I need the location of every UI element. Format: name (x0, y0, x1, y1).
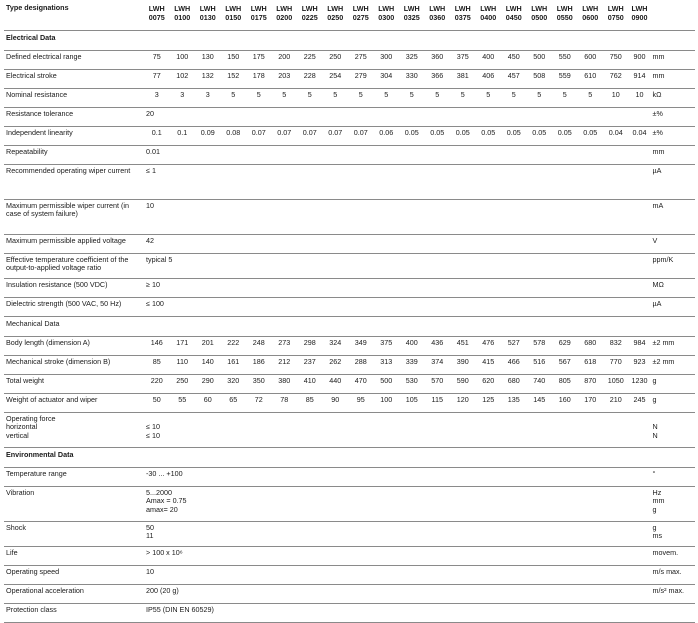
value-cell: 0.01 (144, 146, 651, 165)
column-header-model: LWH 0175 (246, 3, 272, 31)
value-cell: 50 11 (144, 522, 651, 547)
value-cell: 5 (425, 89, 451, 108)
value-cell: 567 (552, 356, 578, 375)
value-cell: 750 (603, 51, 629, 70)
value-cell: 146 (144, 337, 170, 356)
row-label: Weight of actuator and wiper (4, 394, 144, 413)
value-cell: ≥ 10 (144, 279, 651, 298)
value-cell: 72 (246, 394, 272, 413)
value-cell: 222 (221, 337, 247, 356)
value-cell: 870 (578, 375, 604, 394)
table-row (4, 585, 695, 604)
unit-cell: V (651, 235, 695, 254)
unit-cell: µA (651, 298, 695, 317)
value-cell: 110 (170, 356, 196, 375)
value-cell: 10 (144, 200, 651, 235)
value-cell: 178 (246, 70, 272, 89)
value-cell: 298 (297, 337, 323, 356)
value-cell: 160 (552, 394, 578, 413)
value-cell: 186 (246, 356, 272, 375)
value-cell: 805 (552, 375, 578, 394)
value-cell: ≤ 10 ≤ 10 (144, 413, 651, 448)
column-header-model: LWH 0200 (272, 3, 298, 31)
value-cell: typical 5 (144, 254, 651, 279)
value-cell: ≤ 1 (144, 165, 651, 200)
value-cell: 436 (425, 337, 451, 356)
value-cell: 254 (323, 70, 349, 89)
value-cell: 5 (297, 89, 323, 108)
value-cell: 75 (144, 51, 170, 70)
column-header-model: LWH 0360 (425, 3, 451, 31)
column-header-model: LWH 0130 (195, 3, 221, 31)
value-cell: 5 (272, 89, 298, 108)
value-cell: 250 (170, 375, 196, 394)
table-row (4, 89, 695, 108)
value-cell: 171 (170, 337, 196, 356)
column-header-model: LWH 0500 (527, 3, 553, 31)
row-label: Operating speed (4, 566, 144, 585)
value-cell: 0.05 (578, 127, 604, 146)
value-cell: 55 (170, 394, 196, 413)
section-heading: Electrical Data (4, 31, 695, 51)
table-row (4, 127, 695, 146)
row-label: Recommended operating wiper current (4, 165, 144, 200)
value-cell: 20 (144, 108, 651, 127)
value-cell: 578 (527, 337, 553, 356)
value-cell: 550 (552, 51, 578, 70)
value-cell: 5 (476, 89, 502, 108)
specification-table (4, 3, 695, 623)
unit-cell: mA (651, 200, 695, 235)
table-row (4, 254, 695, 279)
row-label: Total weight (4, 375, 144, 394)
value-cell: 0.04 (629, 127, 651, 146)
value-cell: 5 (399, 89, 425, 108)
unit-cell: ppm/K (651, 254, 695, 279)
table-row (4, 394, 695, 413)
value-cell: 152 (221, 70, 247, 89)
value-cell: 366 (425, 70, 451, 89)
table-row (4, 279, 695, 298)
value-cell: 350 (246, 375, 272, 394)
column-header-unit (651, 3, 695, 31)
value-cell: 5 (450, 89, 476, 108)
value-cell: 288 (348, 356, 374, 375)
value-cell: 225 (297, 51, 323, 70)
unit-cell: mm (651, 51, 695, 70)
value-cell: 762 (603, 70, 629, 89)
value-cell: 304 (374, 70, 400, 89)
row-label: Operational acceleration (4, 585, 144, 604)
unit-cell: N N (651, 413, 695, 448)
value-cell: 78 (272, 394, 298, 413)
value-cell: 406 (476, 70, 502, 89)
row-label: Maximum permissible wiper current (in case of system failure) (4, 200, 144, 235)
column-header-type-designations: Type designations (4, 3, 144, 31)
value-cell: 410 (297, 375, 323, 394)
value-cell: 300 (374, 51, 400, 70)
value-cell: 500 (374, 375, 400, 394)
value-cell: 0.1 (144, 127, 170, 146)
value-cell: 262 (323, 356, 349, 375)
value-cell: > 100 x 10⁶ (144, 547, 651, 566)
value-cell: 374 (425, 356, 451, 375)
column-header-model: LWH 0225 (297, 3, 323, 31)
value-cell: 375 (374, 337, 400, 356)
value-cell: 10 (144, 566, 651, 585)
value-cell: ≤ 100 (144, 298, 651, 317)
value-cell: 629 (552, 337, 578, 356)
value-cell: 0.06 (374, 127, 400, 146)
row-label: Mechanical stroke (dimension B) (4, 356, 144, 375)
row-label: Resistance tolerance (4, 108, 144, 127)
column-header-model: LWH 0450 (501, 3, 527, 31)
value-cell: 360 (425, 51, 451, 70)
value-cell: 390 (450, 356, 476, 375)
table-row (4, 468, 695, 487)
unit-cell: ±2 mm (651, 337, 695, 356)
value-cell: 339 (399, 356, 425, 375)
unit-cell: Hz mm g (651, 487, 695, 522)
value-cell: 145 (527, 394, 553, 413)
value-cell: 470 (348, 375, 374, 394)
unit-cell: ±2 mm (651, 356, 695, 375)
value-cell: 570 (425, 375, 451, 394)
value-cell: 0.05 (425, 127, 451, 146)
value-cell: 105 (399, 394, 425, 413)
column-header-model: LWH 0275 (348, 3, 374, 31)
value-cell: 10 (603, 89, 629, 108)
value-cell: 0.07 (272, 127, 298, 146)
value-cell: 400 (476, 51, 502, 70)
column-header-model: LWH 0300 (374, 3, 400, 31)
table-row (4, 566, 695, 585)
table-row (4, 235, 695, 254)
value-cell: 5 (323, 89, 349, 108)
unit-cell: ±% (651, 108, 695, 127)
value-cell: 10 (629, 89, 651, 108)
value-cell: 5 (527, 89, 553, 108)
value-cell: 0.07 (323, 127, 349, 146)
value-cell: 984 (629, 337, 651, 356)
value-cell: 559 (552, 70, 578, 89)
value-cell: 923 (629, 356, 651, 375)
value-cell: 100 (374, 394, 400, 413)
row-label: Effective temperature coefficient of the output-to-applied voltage ratio (4, 254, 144, 279)
value-cell: 85 (297, 394, 323, 413)
table-row (4, 547, 695, 566)
value-cell: 914 (629, 70, 651, 89)
unit-cell: mm (651, 146, 695, 165)
value-cell: 0.05 (399, 127, 425, 146)
unit-cell: g (651, 394, 695, 413)
value-cell: 0.1 (170, 127, 196, 146)
value-cell: 50 (144, 394, 170, 413)
value-cell: 150 (221, 51, 247, 70)
value-cell: 0.05 (527, 127, 553, 146)
row-label: Maximum permissible applied voltage (4, 235, 144, 254)
header-row (4, 3, 695, 31)
value-cell: -30 ... +100 (144, 468, 651, 487)
unit-cell: ±% (651, 127, 695, 146)
value-cell: 527 (501, 337, 527, 356)
table-row (4, 487, 695, 522)
section-heading: Environmental Data (4, 448, 695, 468)
value-cell: 508 (527, 70, 553, 89)
value-cell: 95 (348, 394, 374, 413)
value-cell: 0.05 (552, 127, 578, 146)
value-cell: 3 (170, 89, 196, 108)
value-cell: 245 (629, 394, 651, 413)
table-row (4, 165, 695, 200)
table-row (4, 200, 695, 235)
value-cell: 5 (221, 89, 247, 108)
value-cell: 120 (450, 394, 476, 413)
column-header-model: LWH 0075 (144, 3, 170, 31)
row-label: Vibration (4, 487, 144, 522)
value-cell: 200 (272, 51, 298, 70)
unit-cell: mm (651, 70, 695, 89)
value-cell: 440 (323, 375, 349, 394)
table-row (4, 298, 695, 317)
value-cell: 161 (221, 356, 247, 375)
column-header-model: LWH 0900 (629, 3, 651, 31)
value-cell: 5 (374, 89, 400, 108)
table-row (4, 522, 695, 547)
value-cell: 212 (272, 356, 298, 375)
value-cell: 349 (348, 337, 374, 356)
value-cell: 279 (348, 70, 374, 89)
value-cell: 130 (195, 51, 221, 70)
table-row (4, 70, 695, 89)
value-cell: 290 (195, 375, 221, 394)
value-cell: 1230 (629, 375, 651, 394)
value-cell: 42 (144, 235, 651, 254)
value-cell: 5 (348, 89, 374, 108)
value-cell: 500 (527, 51, 553, 70)
value-cell: 400 (399, 337, 425, 356)
section-row (4, 31, 695, 51)
table-row (4, 146, 695, 165)
value-cell: 200 (20 g) (144, 585, 651, 604)
row-label: Repeatability (4, 146, 144, 165)
value-cell: 5 (501, 89, 527, 108)
value-cell: 273 (272, 337, 298, 356)
unit-cell: g (651, 375, 695, 394)
value-cell: 330 (399, 70, 425, 89)
value-cell: 770 (603, 356, 629, 375)
value-cell: 65 (221, 394, 247, 413)
value-cell: 60 (195, 394, 221, 413)
value-cell: 680 (578, 337, 604, 356)
table-row (4, 356, 695, 375)
section-heading: Mechanical Data (4, 317, 695, 337)
value-cell: 135 (501, 394, 527, 413)
row-label: Dielectric strength (500 VAC, 50 Hz) (4, 298, 144, 317)
value-cell: 415 (476, 356, 502, 375)
row-label: Life (4, 547, 144, 566)
value-cell: 248 (246, 337, 272, 356)
value-cell: 3 (195, 89, 221, 108)
value-cell: 0.07 (348, 127, 374, 146)
value-cell: 210 (603, 394, 629, 413)
value-cell: 530 (399, 375, 425, 394)
value-cell: 900 (629, 51, 651, 70)
value-cell: 590 (450, 375, 476, 394)
value-cell: 5...2000 Amax = 0.75 amax= 20 (144, 487, 651, 522)
value-cell: 5 (578, 89, 604, 108)
value-cell: 275 (348, 51, 374, 70)
value-cell: 102 (170, 70, 196, 89)
row-label: Independent linearity (4, 127, 144, 146)
row-label: Nominal resistance (4, 89, 144, 108)
value-cell: 140 (195, 356, 221, 375)
section-row (4, 448, 695, 468)
table-row (4, 375, 695, 394)
value-cell: 0.04 (603, 127, 629, 146)
value-cell: 325 (399, 51, 425, 70)
row-label: Body length (dimension A) (4, 337, 144, 356)
value-cell: 237 (297, 356, 323, 375)
value-cell: 457 (501, 70, 527, 89)
value-cell: 450 (501, 51, 527, 70)
value-cell: 170 (578, 394, 604, 413)
value-cell: 203 (272, 70, 298, 89)
value-cell: 1050 (603, 375, 629, 394)
value-cell: 832 (603, 337, 629, 356)
value-cell: 620 (476, 375, 502, 394)
row-label: Operating force horizontal vertical (4, 413, 144, 448)
value-cell: 618 (578, 356, 604, 375)
unit-cell: m/s² max. (651, 585, 695, 604)
column-header-model: LWH 0375 (450, 3, 476, 31)
value-cell: 610 (578, 70, 604, 89)
value-cell: 0.05 (450, 127, 476, 146)
value-cell: 0.07 (297, 127, 323, 146)
value-cell: 125 (476, 394, 502, 413)
unit-cell (651, 604, 695, 623)
value-cell: 375 (450, 51, 476, 70)
value-cell: 0.07 (246, 127, 272, 146)
value-cell: 77 (144, 70, 170, 89)
unit-cell: kΩ (651, 89, 695, 108)
value-cell: 90 (323, 394, 349, 413)
value-cell: 0.05 (476, 127, 502, 146)
column-header-model: LWH 0400 (476, 3, 502, 31)
value-cell: 381 (450, 70, 476, 89)
value-cell: 380 (272, 375, 298, 394)
value-cell: 516 (527, 356, 553, 375)
value-cell: 466 (501, 356, 527, 375)
value-cell: 175 (246, 51, 272, 70)
value-cell: 132 (195, 70, 221, 89)
value-cell: IP55 (DIN EN 60529) (144, 604, 651, 623)
value-cell: 5 (246, 89, 272, 108)
value-cell: 740 (527, 375, 553, 394)
row-label: Insulation resistance (500 VDC) (4, 279, 144, 298)
unit-cell: g ms (651, 522, 695, 547)
value-cell: 228 (297, 70, 323, 89)
value-cell: 201 (195, 337, 221, 356)
row-label: Protection class (4, 604, 144, 623)
unit-cell: MΩ (651, 279, 695, 298)
column-header-model: LWH 0325 (399, 3, 425, 31)
value-cell: 320 (221, 375, 247, 394)
unit-cell: movem. (651, 547, 695, 566)
column-header-model: LWH 0750 (603, 3, 629, 31)
value-cell: 476 (476, 337, 502, 356)
row-label: Defined electrical range (4, 51, 144, 70)
value-cell: 0.09 (195, 127, 221, 146)
column-header-model: LWH 0600 (578, 3, 604, 31)
table-row (4, 108, 695, 127)
value-cell: 451 (450, 337, 476, 356)
column-header-model: LWH 0550 (552, 3, 578, 31)
row-label: Shock (4, 522, 144, 547)
table-row (4, 337, 695, 356)
value-cell: 680 (501, 375, 527, 394)
column-header-model: LWH 0100 (170, 3, 196, 31)
value-cell: 0.05 (501, 127, 527, 146)
value-cell: 85 (144, 356, 170, 375)
table-row (4, 51, 695, 70)
value-cell: 324 (323, 337, 349, 356)
value-cell: 220 (144, 375, 170, 394)
unit-cell: m/s max. (651, 566, 695, 585)
value-cell: 250 (323, 51, 349, 70)
table-row (4, 413, 695, 448)
row-label: Temperature range (4, 468, 144, 487)
value-cell: 313 (374, 356, 400, 375)
value-cell: 100 (170, 51, 196, 70)
value-cell: 0.08 (221, 127, 247, 146)
row-label: Electrical stroke (4, 70, 144, 89)
table-row (4, 604, 695, 623)
column-header-model: LWH 0250 (323, 3, 349, 31)
section-row (4, 317, 695, 337)
value-cell: 600 (578, 51, 604, 70)
value-cell: 5 (552, 89, 578, 108)
value-cell: 3 (144, 89, 170, 108)
column-header-model: LWH 0150 (221, 3, 247, 31)
unit-cell: µA (651, 165, 695, 200)
value-cell: 115 (425, 394, 451, 413)
unit-cell: ° (651, 468, 695, 487)
